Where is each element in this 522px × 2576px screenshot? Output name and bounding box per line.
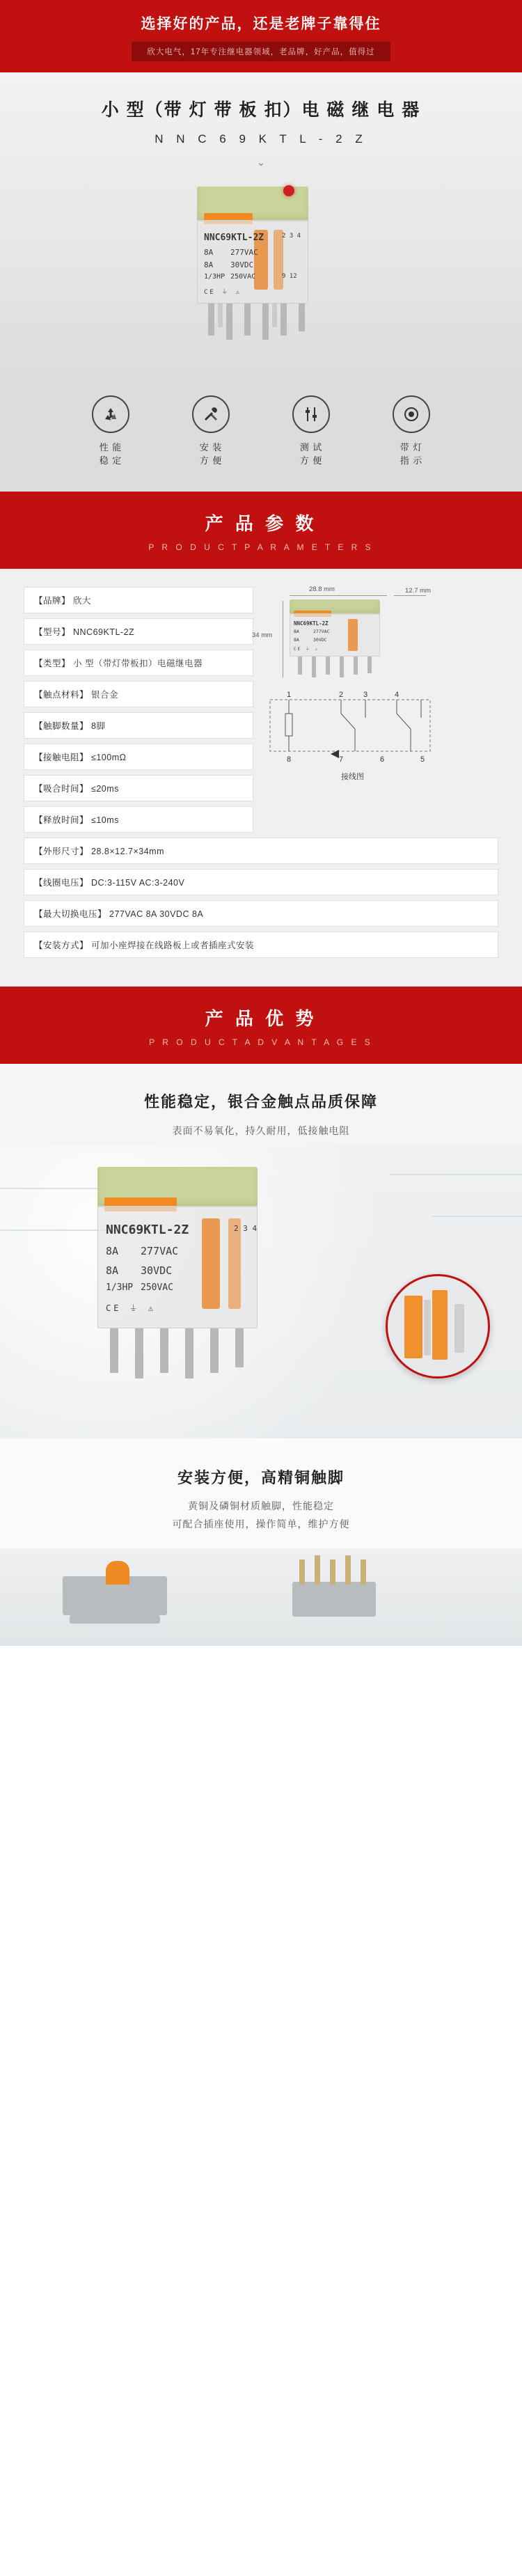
advantage-block-1: [0, 1064, 522, 1439]
dimension-width-label: 28.8 mm: [309, 585, 335, 593]
param-row: [24, 587, 253, 613]
feature-label-line1: 带 灯: [400, 442, 423, 453]
chevron-down-icon: ⌄: [256, 157, 266, 168]
param-row: [24, 900, 498, 927]
relay-dimension-illustration: [290, 599, 429, 686]
param-key: 【品牌】: [34, 595, 71, 606]
relay-model-print: NNC69KTL-2Z: [204, 233, 264, 243]
banner-subtitle: 欣大电气，17年专注继电器领域，老品牌，好产品，值得过: [132, 42, 390, 61]
feature-label-line1: 测 试: [299, 442, 323, 453]
banner-title: 选择好的产品，还是老牌子靠得住: [141, 16, 381, 32]
relay-rating-1-left: 8A: [294, 628, 299, 634]
relay-rating-2-left: 8A: [106, 1264, 119, 1278]
param-key: 【吸合时间】: [34, 783, 89, 794]
param-value: 8脚: [91, 721, 106, 731]
relay-rating-2-left: 8A: [204, 260, 214, 269]
relay-rating-2-left: 8A: [294, 636, 299, 643]
socket-lever: [106, 1561, 129, 1585]
relay-rating-3-left: 1/3HP: [204, 273, 226, 281]
advantage-desc-line2: 可配合插座使用，操作简单，维护方便: [172, 1518, 350, 1530]
params-title-cn: 产 品 参 数: [205, 512, 317, 534]
feature-label: [179, 441, 243, 468]
relay-pin: [160, 1328, 168, 1373]
contact-zoom-callout: [386, 1274, 490, 1379]
param-key: 【类型】: [34, 658, 71, 668]
param-row: [24, 650, 253, 676]
feature-item: [379, 395, 443, 468]
param-row: [24, 838, 498, 864]
page-title: 小 型（带 灯 带 板 扣）电 磁 继 电 器: [101, 100, 421, 120]
feature-item: [79, 395, 143, 468]
relay-rating-2-right: 30VDC: [313, 636, 327, 643]
param-value: ≤10ms: [91, 815, 119, 825]
relay-terminals-bottom: 9 12: [282, 273, 297, 280]
param-key: 【线圈电压】: [34, 877, 89, 888]
params-title-en: P R O D U C T P A R A M E T E R S: [148, 542, 374, 552]
feature-label: [79, 441, 143, 468]
advantages-section-header: [0, 987, 522, 1064]
relay-pin: [208, 304, 214, 336]
relay-pin: [244, 304, 251, 336]
tools-icon: [192, 395, 230, 433]
top-banner: [0, 0, 522, 72]
relay-pin: [354, 657, 358, 675]
relay-pin: [298, 657, 302, 675]
relay-pin: [330, 1560, 335, 1585]
wiring-diagram: [258, 690, 487, 780]
relay-rating-3-right: 250VAC: [230, 273, 256, 281]
zoom-contact-metal: [454, 1304, 464, 1353]
relay-pin: [226, 304, 232, 340]
relay-pin: [326, 657, 330, 675]
feature-label-line2: 稳 定: [99, 455, 122, 466]
advantages-title-en: P R O D U C T A D V A N T A G E S: [149, 1037, 373, 1047]
relay-terminals-top: 2 3 4: [282, 233, 301, 239]
pcb-trace: [432, 1216, 522, 1217]
param-key: 【释放时间】: [34, 815, 89, 825]
param-key: 【型号】: [34, 627, 71, 637]
param-row: [24, 681, 253, 707]
param-key: 【安装方式】: [34, 940, 89, 950]
relay-pin: [235, 1328, 244, 1367]
svg-text:1: 1: [287, 690, 292, 699]
recycle-icon: [92, 395, 129, 433]
param-row: [24, 775, 253, 801]
param-value: DC:3-115V AC:3-240V: [91, 877, 185, 888]
advantage-heading: 性能稳定，银合金触点品质保障: [143, 1092, 378, 1110]
relay-pin: [361, 1560, 366, 1585]
param-row: [24, 932, 498, 958]
advantage-description: 表面不易氧化，持久耐用，低接触电阻: [172, 1124, 350, 1136]
param-key: 【触脚数量】: [34, 721, 89, 731]
dimension-depth-label: 12.7 mm: [405, 586, 431, 595]
hero-product-photo: [0, 181, 522, 369]
relay-rating-1-right: 277VAC: [230, 248, 258, 257]
dimension-line-depth: [394, 595, 426, 596]
relay-pin: [312, 657, 316, 677]
feature-label-line1: 安 装: [199, 442, 223, 453]
param-key: 【外形尺寸】: [34, 846, 89, 856]
relay-pin: [367, 657, 372, 673]
relay-rating-3-left: 1/3HP: [106, 1282, 134, 1294]
advantage-heading: 安装方便，高精铜触脚: [177, 1469, 345, 1487]
param-row: [24, 744, 253, 770]
relay-pin: [280, 304, 287, 336]
relay-rating-1-right: 277VAC: [313, 628, 330, 634]
svg-text:2: 2: [339, 690, 344, 699]
sliders-icon: [292, 395, 330, 433]
svg-text:3: 3: [363, 690, 368, 699]
param-value: 小 型（带灯带板扣）电磁继电器: [73, 658, 203, 668]
pcb-trace: [390, 1174, 522, 1175]
param-value: ≤100mΩ: [91, 752, 127, 762]
param-value: 银合金: [91, 689, 119, 700]
relay-model-print: NNC69KTL-2Z: [106, 1223, 189, 1238]
advantage-desc-line1: 黄铜及磷铜材质触脚，性能稳定: [188, 1500, 334, 1512]
advantage-photo-1: [0, 1146, 522, 1438]
svg-text:8: 8: [287, 755, 292, 764]
relay-pin: [218, 304, 223, 327]
relay-pin: [210, 1328, 219, 1373]
param-value: 28.8×12.7×34mm: [91, 846, 164, 856]
relay-pin: [345, 1555, 351, 1585]
advantage-photo-2: [0, 1548, 522, 1646]
socket-base: [70, 1615, 160, 1624]
svg-text:5: 5: [420, 755, 425, 764]
params-table: [0, 569, 522, 987]
relay-pin: [135, 1328, 143, 1379]
relay-rating-3-right: 250VAC: [141, 1282, 173, 1294]
feature-label-line2: 方 便: [299, 455, 323, 466]
param-row: [24, 869, 498, 895]
feature-item: [279, 395, 343, 468]
feature-label: [279, 441, 343, 468]
feature-icon-row: [0, 383, 522, 492]
param-value: 可加小座焊接在线路板上或者插座式安装: [91, 940, 255, 950]
zoom-contact-orange: [404, 1296, 422, 1358]
relay-terminals-top: 2 3 4: [234, 1224, 258, 1234]
param-key: 【接触电阻】: [34, 752, 89, 762]
feature-item: [179, 395, 243, 468]
dimension-line-width: [290, 595, 387, 596]
hero-section: [0, 72, 522, 383]
relay-rating-1-right: 277VAC: [141, 1245, 179, 1258]
product-model-title: N N C 6 9 K T L - 2 Z: [155, 132, 367, 146]
relay-rating-1-left: 8A: [106, 1245, 119, 1258]
svg-text:7: 7: [339, 755, 344, 764]
param-key: 【最大切换电压】: [34, 909, 107, 919]
param-row: [24, 618, 253, 645]
zoom-contact-orange: [432, 1290, 448, 1360]
relay-pin: [272, 304, 277, 327]
indicator-icon: [393, 395, 430, 433]
dimension-height-label: 34 mm: [252, 631, 273, 639]
relay-illustration: [177, 181, 345, 362]
wiring-diagram-caption: 接线图: [341, 772, 364, 781]
relay-illustration-large: [97, 1167, 327, 1417]
feature-label-line2: 指 示: [400, 455, 423, 466]
param-value: 277VAC 8A 30VDC 8A: [109, 909, 204, 919]
relay-pin: [299, 304, 305, 331]
feature-label-line2: 方 便: [199, 455, 223, 466]
relay-pin: [315, 1555, 320, 1585]
feature-label: [379, 441, 443, 468]
advantage-description: [0, 1498, 522, 1532]
relay-pin: [262, 304, 269, 340]
svg-text:4: 4: [395, 690, 400, 699]
param-key: 【触点材料】: [34, 689, 89, 700]
params-figures: [251, 586, 501, 787]
relay-model-print: NNC69KTL-2Z: [294, 620, 329, 627]
param-value: ≤20ms: [91, 783, 119, 794]
relay-rating-1-left: 8A: [204, 248, 214, 257]
zoom-contact-metal: [424, 1300, 431, 1356]
relay-socket: [292, 1582, 376, 1617]
relay-pin: [185, 1328, 193, 1379]
param-row: [24, 806, 253, 833]
relay-certification-marks: CE ⏚ ⚠: [106, 1303, 157, 1314]
feature-label-line1: 性 能: [99, 442, 122, 453]
param-value: NNC69KTL-2Z: [73, 627, 135, 637]
relay-pin: [299, 1560, 305, 1585]
relay-rating-2-right: 30VDC: [141, 1264, 173, 1278]
relay-certification-marks: CE ⏚ ⚠: [294, 646, 319, 652]
relay-coil: [202, 1218, 220, 1309]
relay-pin: [110, 1328, 118, 1373]
param-value: 欣大: [73, 595, 92, 606]
params-section-header: [0, 492, 522, 569]
param-row: [24, 712, 253, 739]
led-indicator-icon: [283, 185, 294, 196]
relay-rating-2-right: 30VDC: [230, 260, 254, 269]
svg-text:6: 6: [380, 755, 385, 764]
relay-coil: [348, 619, 358, 651]
advantage-block-2: [0, 1438, 522, 1645]
relay-pin: [340, 657, 344, 677]
relay-certification-marks: CE ⏚ ⚠: [204, 289, 242, 296]
advantages-title-cn: 产 品 优 势: [205, 1007, 317, 1029]
